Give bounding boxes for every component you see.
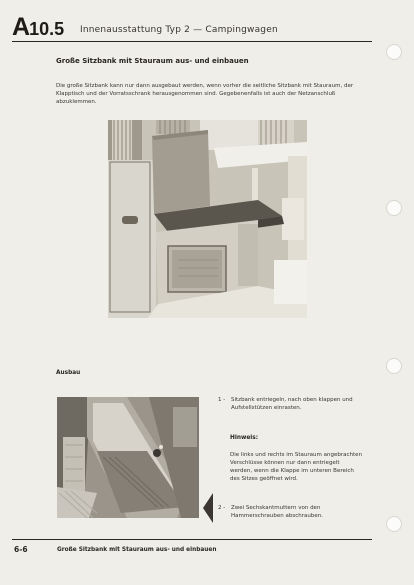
step-1 [218,396,363,416]
left-arrow-marker-icon [203,493,213,523]
section-number [12,14,64,42]
step-text: Sitzbank entriegeln, nach oben klappen und Aufstellstützen einrasten. [231,397,353,411]
page-number: 6-6 [14,545,28,554]
step-number: 2 - [218,505,226,511]
subsection-title: Ausbau [56,370,81,376]
intro-text: Die große Sitzbank kann nur dann ausgebaut werden, wenn vorher die seitliche Sitzbank mit Stauraum, der Klapptisch und der Vorratsschrank herausgenommen sind. Gegebenenfalls ist auch der Netzanschluß abzuklemmen. [56,83,354,106]
section-code: A [12,13,30,41]
punch-hole [386,44,402,60]
photo-storage-latch [57,397,199,518]
header-rule [12,41,372,42]
footer-rule [12,539,372,540]
section-title: Große Sitzbank mit Stauraum aus- und einbauen [56,57,249,65]
step-2 [218,504,363,524]
step-number: 1 - [218,397,226,403]
photo-seat-bench-drawing [108,120,307,318]
header-title: Innenausstattung Typ 2 — Campingwagen [80,25,278,35]
punch-hole [386,358,402,374]
section-number-value: 10.5 [29,19,65,39]
punch-hole [386,516,402,532]
hint-text: Die links und rechts im Stauraum angebrachten Verschlüsse können nur dann entriegelt werden, wenn die Klappe im unteren Bereich des Sitzes geöffnet wird. [230,452,363,482]
photo-seat-bench [108,120,307,318]
punch-hole [386,200,402,216]
hint-title: Hinweis: [230,435,259,441]
footer-title: Große Sitzbank mit Stauraum aus- und einbauen [57,547,217,553]
step-text: Zwei Sechskantmuttern von den Hammerschrauben abschrauben. [231,505,323,519]
photo-storage-latch-drawing [57,397,199,518]
